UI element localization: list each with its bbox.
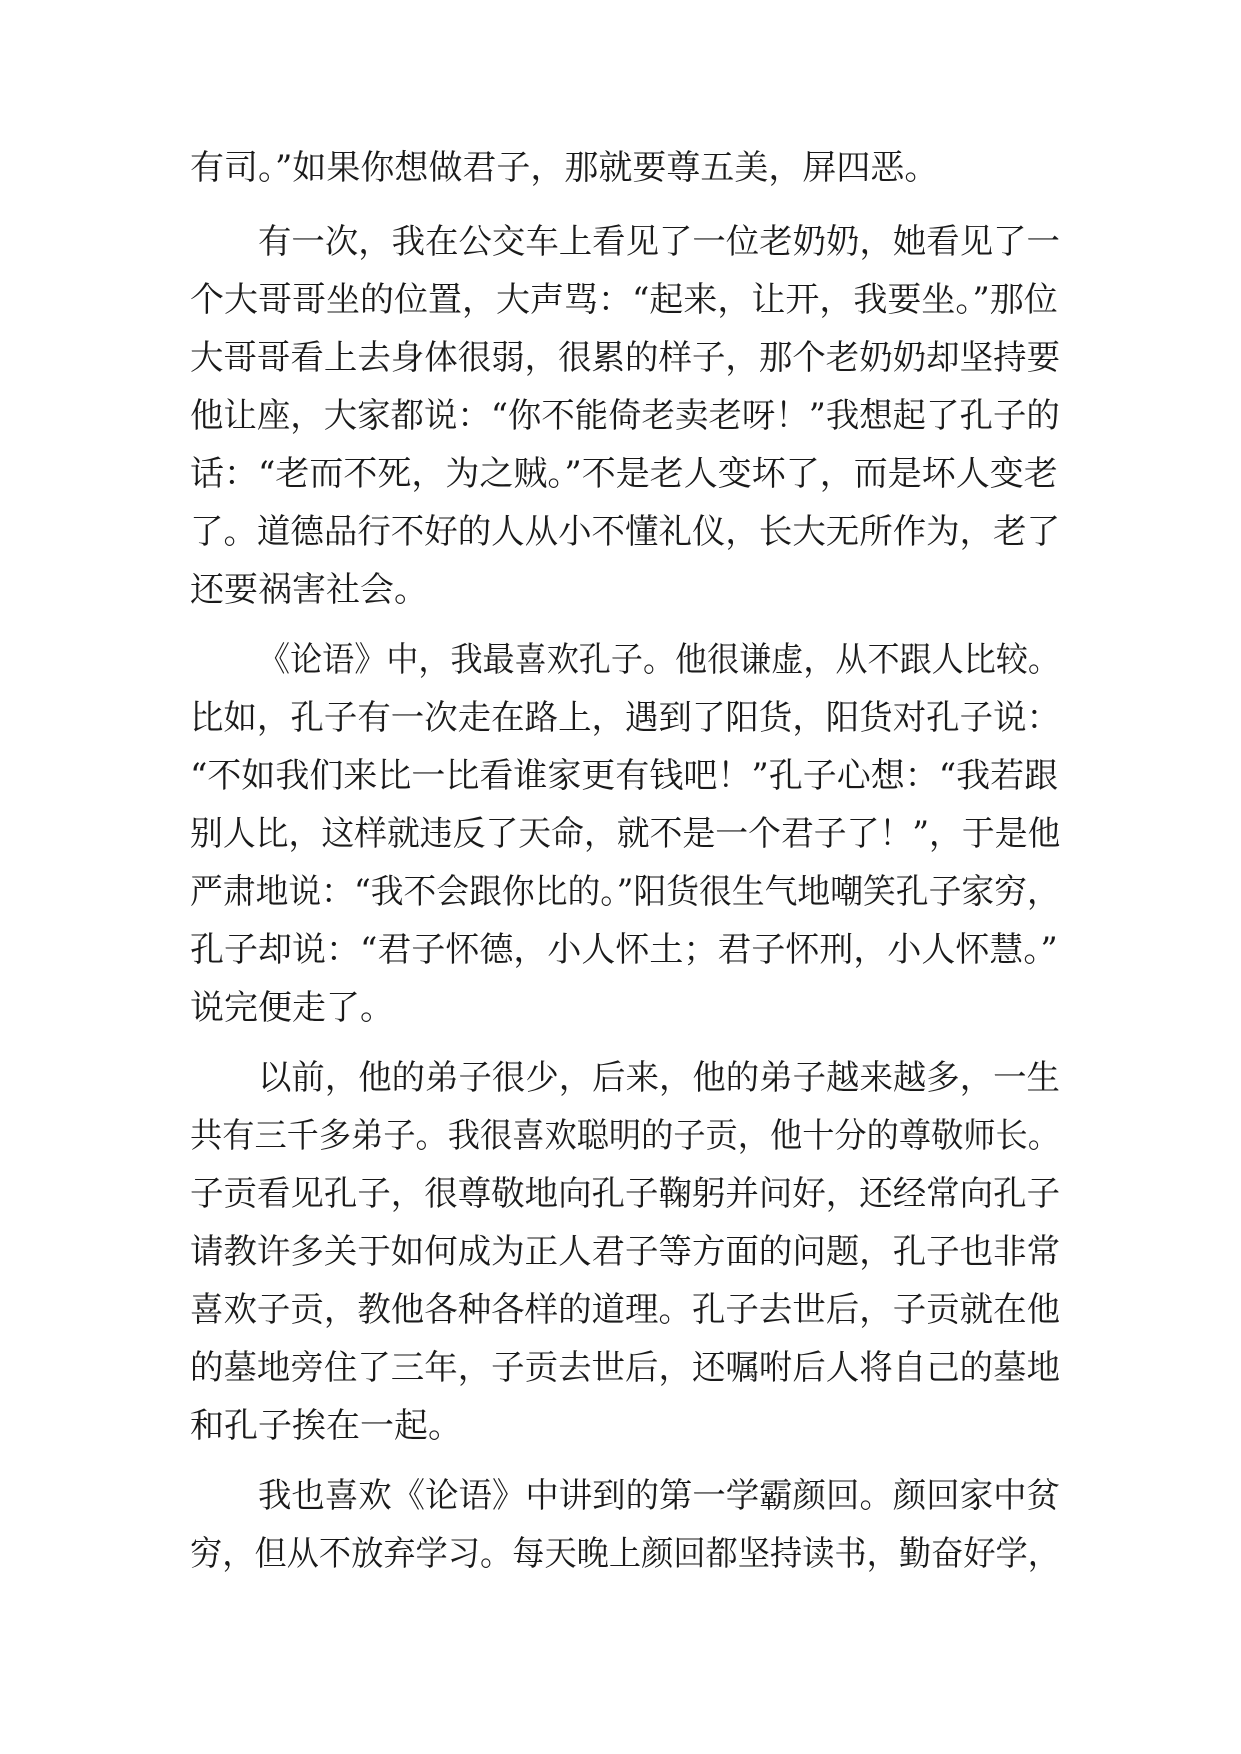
text-line: 孔子却说：“君子怀德，小人怀土；君子怀刑，小人怀慧。” bbox=[190, 930, 1058, 970]
text-line: 的墓地旁住了三年，子贡去世后，还嘱咐后人将自己的墓地 bbox=[190, 1348, 1061, 1388]
text-line: 子贡看见孔子，很尊敬地向孔子鞠躬并问好，还经常向孔子 bbox=[190, 1174, 1061, 1214]
text-line: 以前，他的弟子很少，后来，他的弟子越来越多，一生 bbox=[258, 1058, 1060, 1098]
text-line: 《论语》中，我最喜欢孔子。他很谦虚，从不跟人比较。 bbox=[258, 640, 1060, 680]
text-line: 喜欢子贡，教他各种各样的道理。孔子去世后，子贡就在他 bbox=[190, 1290, 1061, 1330]
text-line: 比如，孔子有一次走在路上，遇到了阳货，阳货对孔子说： bbox=[190, 698, 1061, 738]
text-line: 请教许多关于如何成为正人君子等方面的问题，孔子也非常 bbox=[190, 1232, 1061, 1272]
text-line: 有司。”如果你想做君子，那就要尊五美，屏四恶。 bbox=[190, 148, 939, 188]
text-line: 共有三千多弟子。我很喜欢聪明的子贡，他十分的尊敬师长。 bbox=[190, 1116, 1060, 1156]
text-line: 还要祸害社会。 bbox=[190, 570, 428, 610]
text-line: 了。道德品行不好的人从小不懂礼仪，长大无所作为，老了 bbox=[190, 512, 1061, 552]
text-line: 穷，但从不放弃学习。每天晚上颜回都坚持读书，勤奋好学， bbox=[190, 1534, 1060, 1574]
text-line: 和孔子挨在一起。 bbox=[190, 1406, 462, 1446]
text-line: “不如我们来比一比看谁家更有钱吧！”孔子心想：“我若跟 bbox=[190, 756, 1059, 796]
text-line: 别人比，这样就违反了天命，就不是一个君子了！”，于是他 bbox=[190, 814, 1061, 854]
text-line: 大哥哥看上去身体很弱，很累的样子，那个老奶奶却坚持要 bbox=[190, 338, 1061, 378]
text-line: 有一次，我在公交车上看见了一位老奶奶，她看见了一 bbox=[258, 222, 1060, 262]
text-line: 我也喜欢《论语》中讲到的第一学霸颜回。颜回家中贫 bbox=[258, 1476, 1060, 1516]
text-line: 他让座，大家都说：“你不能倚老卖老呀！”我想起了孔子的 bbox=[190, 396, 1060, 436]
text-line: 个大哥哥坐的位置，大声骂：“起来，让开，我要坐。”那位 bbox=[190, 280, 1058, 320]
text-line: 说完便走了。 bbox=[190, 988, 394, 1028]
text-line: 严肃地说：“我不会跟你比的。”阳货很生气地嘲笑孔子家穷， bbox=[190, 872, 1060, 912]
text-line: 话：“老而不死，为之贼。”不是老人变坏了，而是坏人变老 bbox=[190, 454, 1058, 494]
